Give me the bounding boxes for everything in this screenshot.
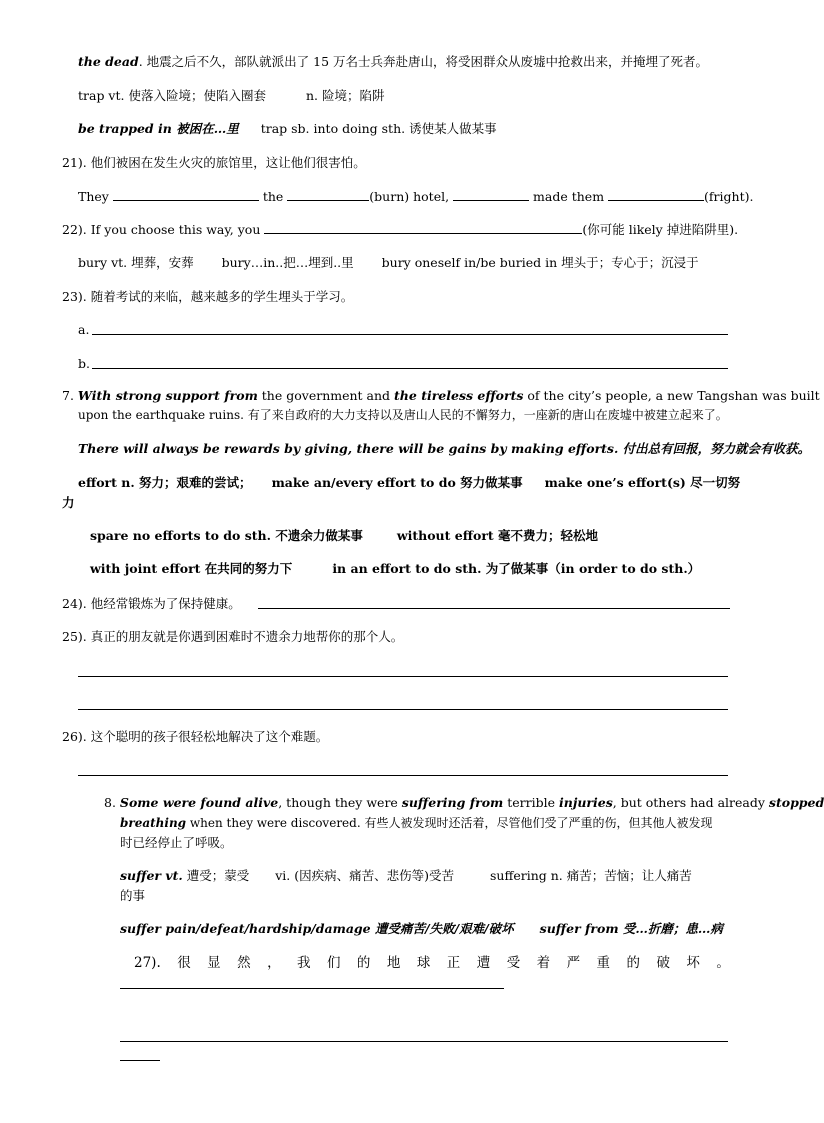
q27-char: 地 (386, 955, 401, 971)
with-joint-effort: with joint effort 在共同的努力下 (90, 561, 293, 576)
question-27 (134, 954, 730, 972)
suffer-pain: suffer pain/defeat/hardship/damage 遭受痛苦/失败/艰难/破坏 (120, 921, 514, 936)
sentence-8-text-c: , but others had already (612, 795, 769, 810)
answer-21-made-them: made them (533, 189, 605, 204)
be-trapped-in: be trapped in 被困在…里 (78, 121, 239, 136)
question-21: 21). 他们被困在发生火灾的旅馆里，这让他们很害怕。 (62, 155, 366, 170)
sentence-8-line1 (104, 794, 824, 812)
q27-char: 们 (326, 955, 341, 971)
blank-21-1[interactable] (113, 187, 259, 201)
question-26: 26). 这个聪明的孩子很轻松地解决了这个难题。 (62, 729, 329, 744)
answer-21 (78, 187, 753, 206)
answer-27-line-3[interactable] (120, 1060, 160, 1061)
effort-phrases-1 (90, 527, 598, 545)
q27-char: 我 (297, 955, 311, 971)
sentence-8-number: 8. (104, 795, 116, 810)
effort-noun: effort n. 努力；艰难的尝试； (78, 475, 252, 490)
sentence-8-text-d: when they were discovered. 有些人被发现时还活着，尽管他们受了严重的伤，但其他人被发现 (186, 816, 713, 830)
q27-char: 很 (177, 955, 191, 971)
suffering-noun: suffering n. 痛苦；苦恼；让人痛苦 (490, 868, 692, 883)
phrase-found-alive: Some were found alive (119, 795, 279, 810)
in-an-effort: in an effort to do sth. 为了做某事（in order to do sth.） (332, 561, 701, 576)
question-23: 23). 随着考试的来临，越来越多的学生埋头于学习。 (62, 289, 354, 304)
suffer-vi: vi. (因疾病、痛苦、悲伤等)受苦 (275, 868, 454, 883)
suffer-phrases (120, 920, 723, 938)
suffer-wrap: 的事 (120, 888, 146, 903)
suffer-vt: suffer vt. (120, 868, 183, 883)
phrase-suffering-from: suffering from (401, 795, 504, 810)
bury-oneself-in: bury oneself in/be buried in 埋头于；专心于；沉浸于 (381, 255, 699, 270)
question-27-number: 27). (134, 955, 161, 971)
blank-21-4[interactable] (608, 187, 704, 201)
q27-char: 破 (656, 955, 670, 971)
q27-char: 的 (626, 955, 640, 971)
question-22 (62, 220, 738, 239)
answer-23-a-label: a. (78, 322, 90, 337)
sentence-7-text-a: the government and (257, 388, 395, 403)
sentence-7-line1 (62, 387, 820, 405)
trap-noun: n. 险境；陷阱 (305, 88, 385, 103)
q27-char: 严 (566, 955, 581, 971)
suffer-definitions (120, 867, 692, 885)
answer-21-they: They (78, 189, 109, 204)
q27-char: 显 (207, 955, 221, 971)
trap-verb: trap vt. 使落入险境；使陷入圈套 (78, 88, 266, 103)
blank-22[interactable] (264, 220, 582, 234)
answer-25-line-2[interactable] (78, 709, 728, 710)
bury-verb: bury vt. 埋葬，安葬 (78, 255, 194, 270)
blank-21-2[interactable] (287, 187, 369, 201)
q27-char: 球 (416, 955, 431, 971)
answer-23-b-line[interactable] (92, 368, 728, 369)
phrase-the-dead: the dead (78, 54, 139, 69)
sentence-8-text-b: terrible (503, 795, 559, 810)
without-effort: without effort 毫不费力；轻松地 (396, 528, 599, 543)
sentence-8-text-a: , though they were (278, 795, 402, 810)
q27-char: 然 (237, 955, 251, 971)
proverb: There will always be rewards by giving, there will be gains by making efforts. 付出总有回报，努力就会有收获。 (78, 441, 811, 456)
sentence-7-line2: upon the earthquake ruins. 有了来自政府的大力支持以及唐山人民的不懈努力，一座新的唐山在废墟中被建立起来了。 (78, 408, 728, 422)
sentence-8-line2 (120, 814, 712, 832)
word-stopped: stopped (768, 795, 824, 810)
phrase-with-strong-support: With strong support from (77, 388, 258, 403)
make-ones-effort: make one’s effort(s) 尽一切努 (544, 475, 741, 490)
q27-char: 的 (356, 955, 371, 971)
q27-char: 受 (506, 955, 521, 971)
answer-27-line-1[interactable] (120, 988, 504, 989)
trap-phrases (78, 120, 497, 138)
question-24: 24). 他经常锻炼为了保持健康。 (62, 596, 241, 611)
answer-24-line[interactable] (258, 608, 730, 609)
q27-char: 遭 (476, 955, 491, 971)
answer-26-line[interactable] (78, 775, 728, 776)
sentence-8-line3: 时已经停止了呼吸。 (120, 835, 233, 850)
spare-no-efforts: spare no efforts to do sth. 不遗余力做某事 (90, 528, 363, 543)
suffer-vt-meaning: 遭受；蒙受 (182, 868, 250, 883)
answer-23-b-label: b. (78, 356, 90, 371)
effort-phrases-2 (90, 560, 700, 578)
answer-21-burn: (burn) hotel, (369, 189, 450, 204)
blank-21-3[interactable] (453, 187, 529, 201)
suffer-from: suffer from 受…折磨；患…病 (539, 921, 723, 936)
effort-definitions (78, 474, 740, 492)
sentence-7-text-b: of the city’s people, a new Tangshan was built (523, 388, 820, 403)
q27-char: ， (267, 955, 281, 971)
answer-23-a-line[interactable] (92, 334, 728, 335)
q27-char: 重 (596, 955, 611, 971)
answer-21-the: the (262, 189, 284, 204)
question-25: 25). 真正的朋友就是你遇到困难时不遗余力地帮你的那个人。 (62, 629, 404, 644)
bury-definitions (78, 254, 699, 272)
trap-definition (78, 87, 384, 105)
q27-char: 坏 (686, 955, 700, 971)
trap-sb-into: trap sb. into doing sth. 诱使某人做某事 (260, 121, 497, 136)
question-22-text: 22). If you choose this way, you (62, 222, 261, 237)
answer-27-line-2[interactable] (120, 1041, 728, 1042)
bury-in: bury…in..把…埋到..里 (221, 255, 354, 270)
effort-wrap: 力 (62, 495, 75, 510)
answer-21-fright: (fright). (704, 189, 754, 204)
q27-char: 着 (536, 955, 551, 971)
intro-line (78, 53, 708, 71)
make-an-effort: make an/every effort to do 努力做某事 (271, 475, 523, 490)
answer-25-line-1[interactable] (78, 676, 728, 677)
intro-translation: . 地震之后不久，部队就派出了 15 万名士兵奔赴唐山，将受困群众从废墟中抢救出来，并掩埋了死者。 (138, 54, 709, 69)
question-22-hint: (你可能 likely 掉进陷阱里). (582, 222, 739, 237)
phrase-tireless-efforts: the tireless efforts (394, 388, 524, 403)
word-breathing: breathing (120, 816, 187, 830)
q27-char: 正 (446, 955, 461, 971)
q27-char: 。 (716, 955, 730, 971)
sentence-7-number: 7. (62, 388, 74, 403)
word-injuries: injuries (558, 795, 613, 810)
